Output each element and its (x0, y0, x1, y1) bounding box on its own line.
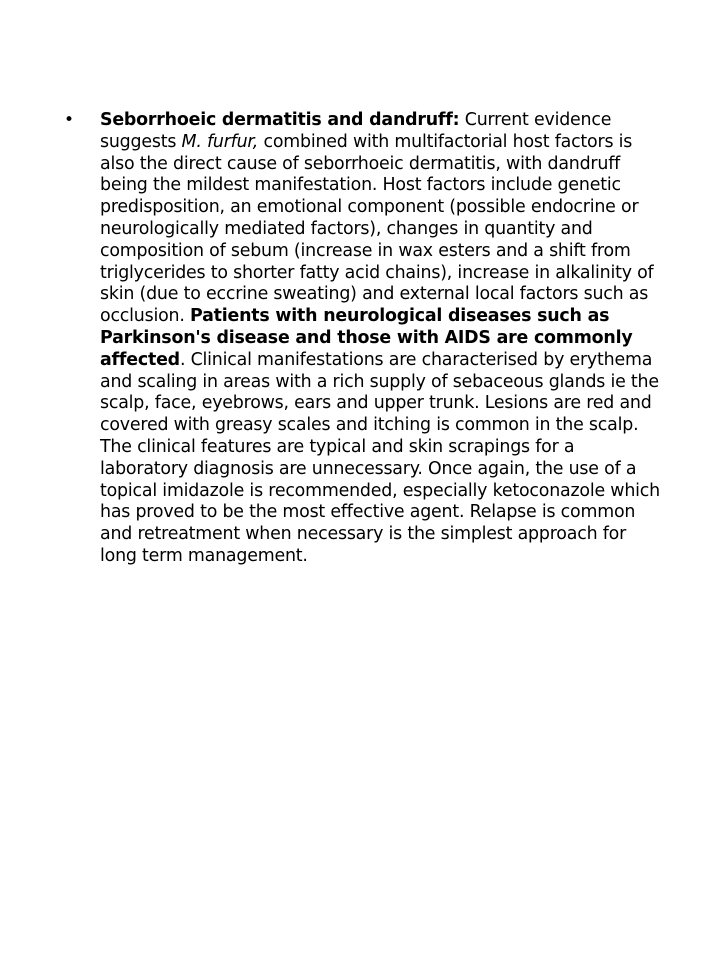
paragraph-heading: Seborrhoeic dermatitis and dandruff: (100, 110, 460, 130)
bullet-point-icon: • (64, 110, 74, 130)
body-text-part-1: Current evidence suggests (100, 110, 612, 152)
emphasized-statement: Patients with neurological diseases such as Parkinson's disease and those with AIDS are commonly affected (100, 306, 633, 370)
species-name: M. furfur, (181, 131, 259, 152)
body-text-part-3: . Clinical manifestations are characterised by erythema and scaling in areas with a rich supply of sebaceous glands ie the scalp, face, eyebrows, ears and upper trunk. Lesions are red and covered with greasy scales and itching is common in the scalp. The clinical features are typical and skin scrapings for a laboratory diagnosis are unnecessary. Once again, the use of a topical imidazole is recommended, especially ketoconazole which has proved to be the most effective agent. Relapse is common and retreatment when necessary is the simplest approach for long term management. (100, 349, 660, 566)
bullet-paragraph (64, 110, 660, 568)
body-text-part-2: combined with multifactorial host factors is also the direct cause of seborrhoeic dermatitis, with dandruff being the mildest manifestation. Host factors include genetic predisposition, an emotional component (possible endocrine or neurologically mediated factors), changes in quantity and composition of sebum (increase in wax esters and a shift from triglycerides to shorter fatty acid chains), increase in alkalinity of skin (due to eccrine sweating) and external local factors such as occlusion. (100, 131, 654, 327)
